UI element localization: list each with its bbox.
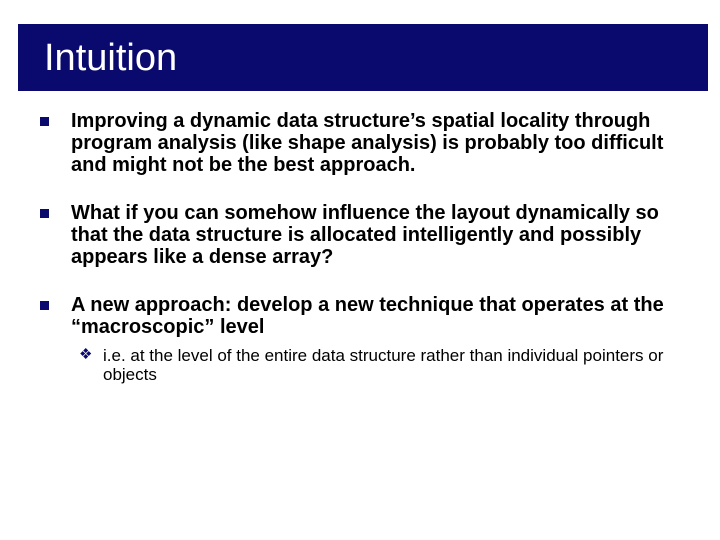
bullet-item <box>40 110 700 176</box>
bullet-item <box>40 202 700 268</box>
slide-title: Intuition <box>44 37 178 79</box>
bullet-text: Improving a dynamic data structure’s spatial locality through program analysis (like shape analysis) is probably too difficult and might not be the best approach. <box>71 110 664 176</box>
square-bullet-icon <box>40 301 49 310</box>
bullet-text: A new approach: develop a new technique that operates at the “macroscopic” level <box>71 294 664 338</box>
bullet-text: What if you can somehow influence the layout dynamically so that the data structure is allocated intelligently and possibly appears like a dense array? <box>71 202 659 268</box>
sub-bullet-item <box>79 346 700 384</box>
bullet-list <box>40 110 700 410</box>
sub-bullet-text: i.e. at the level of the entire data structure rather than individual pointers or objects <box>103 346 664 384</box>
bullet-item <box>40 294 700 384</box>
diamond-arrow-bullet-icon: ❖ <box>79 346 93 363</box>
square-bullet-icon <box>40 117 49 126</box>
title-bar <box>18 24 708 91</box>
square-bullet-icon <box>40 209 49 218</box>
